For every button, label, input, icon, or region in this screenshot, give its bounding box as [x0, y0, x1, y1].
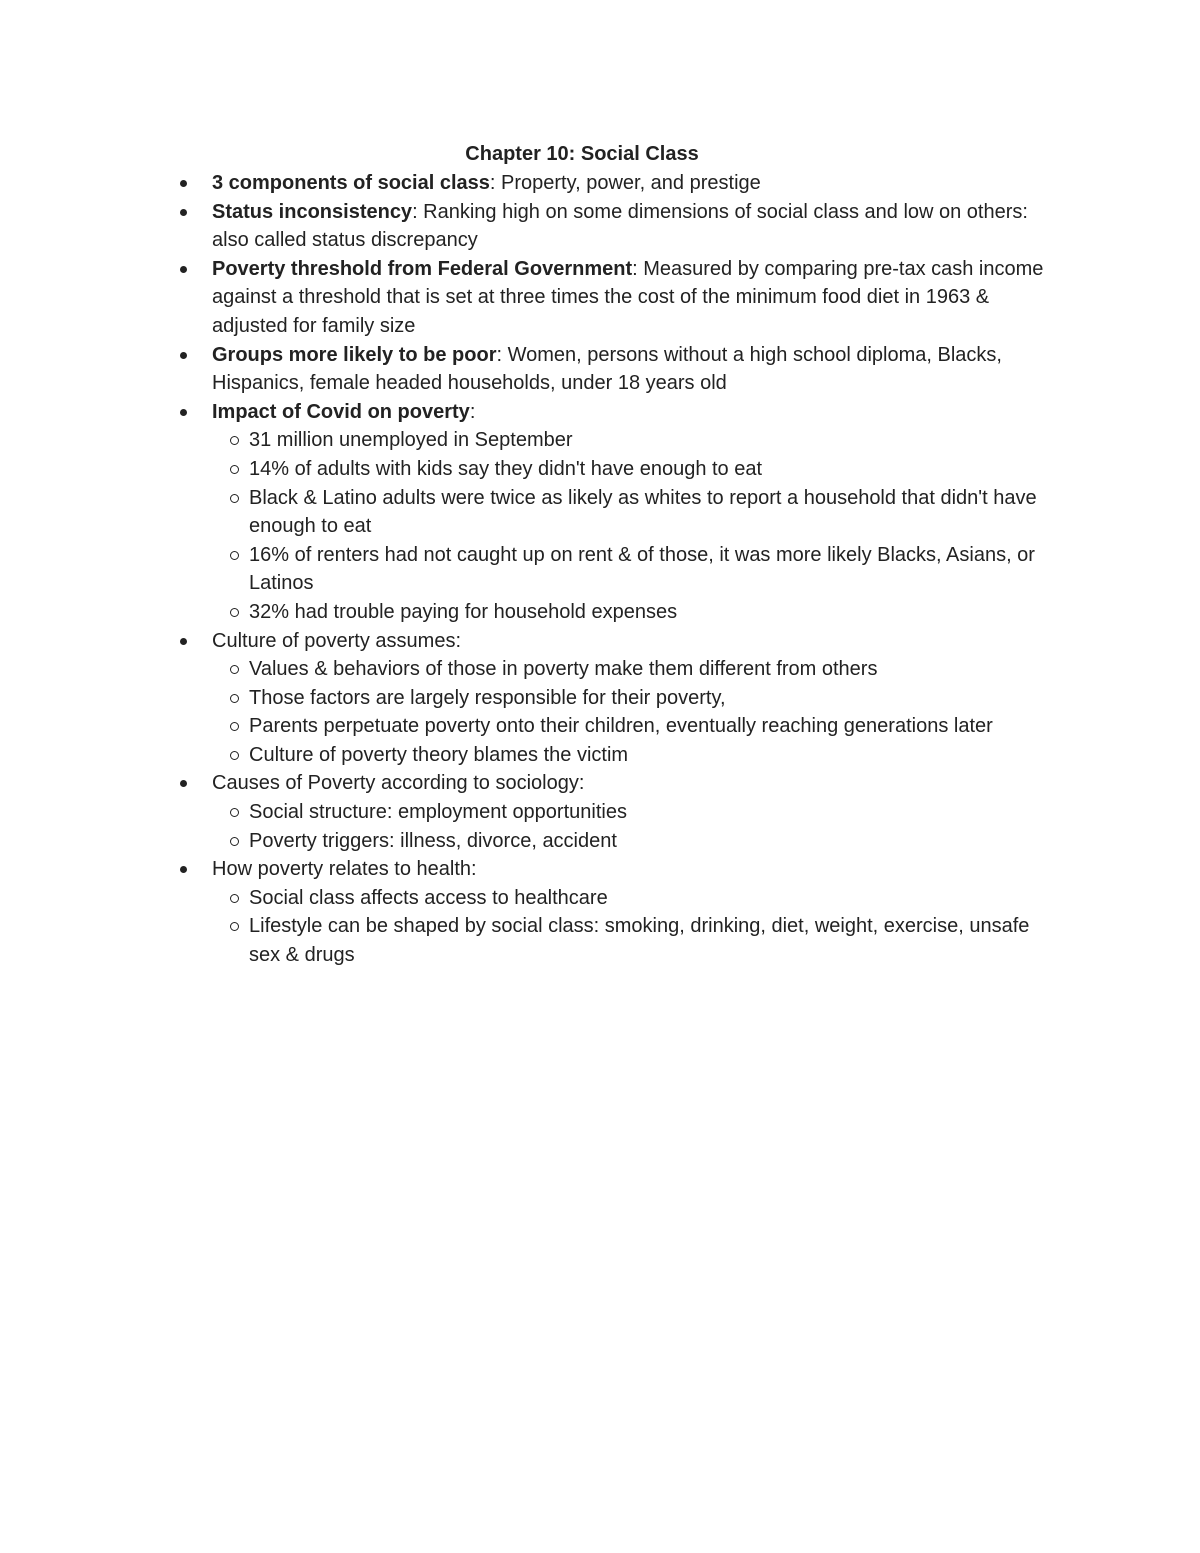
sub-list [212, 426, 1058, 626]
list-item-text: : Property, power, and prestige [489, 172, 761, 194]
list-item-text: Culture of poverty assumes: [212, 629, 461, 652]
sub-list [212, 655, 1058, 769]
list-item [178, 198, 1058, 255]
sub-list-item: Social class affects access to healthcare [178, 884, 1058, 913]
list-item [178, 169, 1058, 198]
sub-list-item: 16% of renters had not caught up on rent & of those, it was more likely Blacks, Asians, or Latinos [178, 541, 1058, 598]
list-item-text: : Ranking high on some dimensions of social class and low on others: also called status discrepancy [212, 200, 1028, 252]
page-title: Chapter 10: Social Class [465, 143, 699, 165]
sub-list-item: 14% of adults with kids say they didn't have enough to eat [178, 455, 1058, 484]
list-item [178, 627, 1058, 770]
list-item-text: How poverty relates to health: [212, 858, 477, 881]
sub-list-item: 32% had trouble paying for household expenses [178, 598, 1058, 627]
list-item-term: Groups more likely to be poor [212, 343, 497, 366]
sub-list [212, 798, 1058, 855]
notes-list [178, 169, 1058, 970]
sub-list-item: Poverty triggers: illness, divorce, accident [178, 827, 1058, 856]
sub-list-item: Culture of poverty theory blames the victim [178, 741, 1058, 770]
list-item [178, 769, 1058, 855]
sub-list [212, 884, 1058, 970]
sub-list-item: Lifestyle can be shaped by social class: smoking, drinking, diet, weight, exercise, unsafe sex & drugs [178, 912, 1058, 969]
list-item-term: 3 components of social class [212, 172, 490, 194]
sub-list-item: Values & behaviors of those in poverty make them different from others [178, 655, 1058, 684]
list-item [178, 855, 1058, 969]
list-item [178, 398, 1058, 627]
sub-list-item: Social structure: employment opportunities [178, 798, 1058, 827]
list-item-text: : [469, 400, 476, 423]
list-item-term: Impact of Covid on poverty [212, 400, 470, 423]
list-item-term: Poverty threshold from Federal Government [212, 257, 633, 280]
sub-list-item: Parents perpetuate poverty onto their children, eventually reaching generations later [178, 712, 1058, 741]
list-item [178, 255, 1058, 341]
list-item [178, 341, 1058, 398]
list-item-term: Status inconsistency [212, 200, 413, 223]
sub-list-item: Those factors are largely responsible for their poverty, [178, 684, 1058, 713]
sub-list-item: Black & Latino adults were twice as likely as whites to report a household that didn't have enough to eat [178, 484, 1058, 541]
list-item-text: : Measured by comparing pre-tax cash income against a threshold that is set at three times the cost of the minimum food diet in 1963 & adjusted for family size [212, 257, 1044, 337]
list-item-text: : Women, persons without a high school diploma, Blacks, Hispanics, female headed households, under 18 years old [212, 343, 1002, 395]
sub-list-item: 31 million unemployed in September [178, 426, 1058, 455]
list-item-text: Causes of Poverty according to sociology: [212, 772, 585, 795]
